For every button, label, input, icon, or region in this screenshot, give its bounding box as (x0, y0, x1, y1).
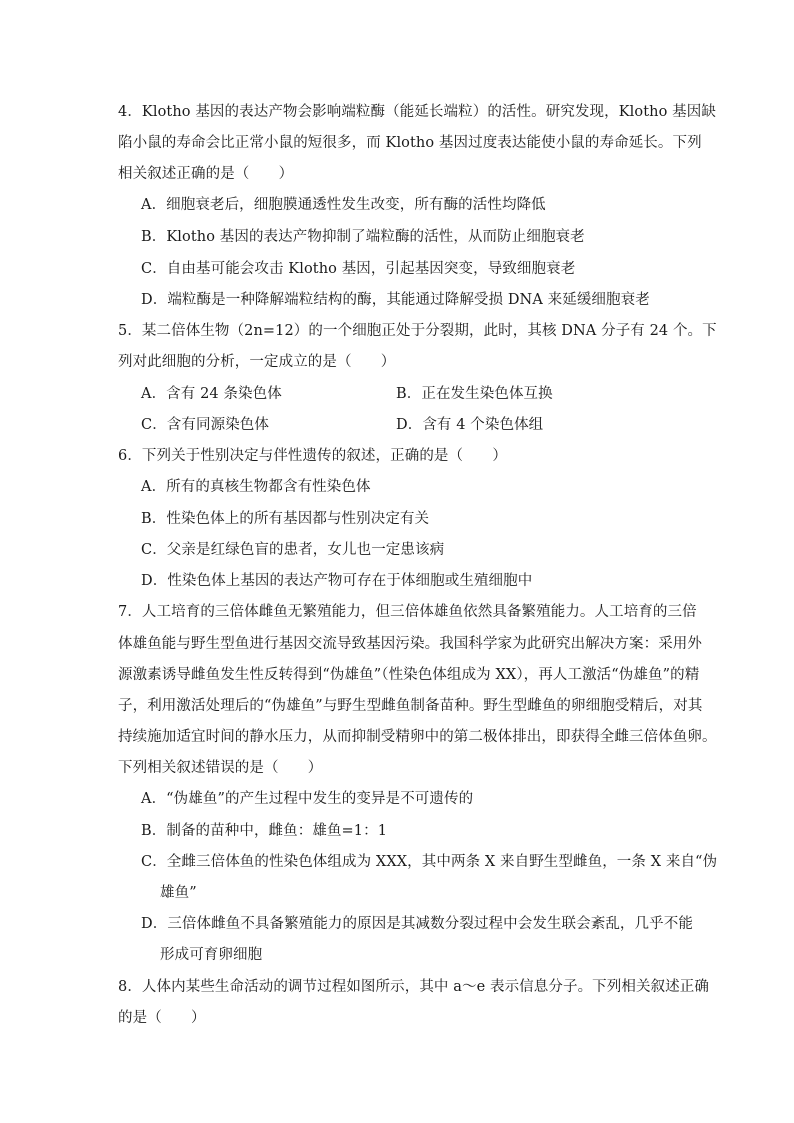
question-5-option-b: B．正在发生染色体互换 (396, 386, 553, 402)
question-6-option-d: D．性染色体上基因的表达产物可存在于体细胞或生殖细胞中 (141, 573, 533, 589)
question-7-option-a: A．“伪雄鱼”的产生过程中发生的变异是不可遗传的 (141, 791, 474, 807)
question-6-option-b: B．性染色体上的所有基因都与性别决定有关 (141, 511, 430, 527)
question-7-stem-line-2: 体雄鱼能与野生型鱼进行基因交流导致基因污染。我国科学家为此研究出解决方案：采用外 (118, 636, 702, 652)
question-7-option-b: B．制备的苗种中，雌鱼：雄鱼=1：1 (141, 823, 388, 839)
question-5-stem-line-1: 5．某二倍体生物（2n=12）的一个细胞正处于分裂期，此时，其核 DNA 分子有 24 个。下 (118, 323, 717, 339)
question-5-option-d: D．含有 4 个染色体组 (396, 417, 544, 433)
question-5-option-a: A．含有 24 条染色体 (141, 386, 282, 402)
question-7-option-c: C．全雌三倍体鱼的性染色体组成为 XXX，其中两条 X 来自野生型雌鱼，一条 X 来自“伪 (141, 854, 718, 870)
question-7-option-c-continued: 雄鱼” (160, 885, 197, 901)
question-5-option-c: C．含有同源染色体 (141, 417, 269, 433)
question-8-stem-line-1: 8．人体内某些生命活动的调节过程如图所示，其中 a～e 表示信息分子。下列相关叙述正确 (118, 979, 709, 995)
question-4-option-d: D．端粒酶是一种降解端粒结构的酶，其能通过降解受损 DNA 来延缓细胞衰老 (141, 292, 650, 308)
question-4-stem-line-2: 陷小鼠的寿命会比正常小鼠的短很多，而 Klotho 基因过度表达能使小鼠的寿命延长。下列 (118, 135, 702, 151)
question-4-option-b: B．Klotho 基因的表达产物抑制了端粒酶的活性，从而防止细胞衰老 (141, 229, 585, 245)
question-4-stem-line-1: 4．Klotho 基因的表达产物会影响端粒酶（能延长端粒）的活性。研究发现，Klotho 基因缺 (118, 104, 716, 120)
question-7-stem-line-4: 子，利用激活处理后的“伪雄鱼”与野生型雌鱼制备苗种。野生型雌鱼的卵细胞受精后，对其 (118, 698, 703, 714)
question-5-stem-line-2: 列对此细胞的分析，一定成立的是（ ） (118, 354, 396, 370)
question-7-stem-line-1: 7．人工培育的三倍体雌鱼无繁殖能力，但三倍体雄鱼依然具备繁殖能力。人工培育的三倍 (118, 604, 697, 620)
question-4-stem-line-3: 相关叙述正确的是（ ） (118, 166, 294, 182)
question-6-option-a: A．所有的真核生物都含有性染色体 (141, 479, 371, 495)
question-8-stem-line-2: 的是（ ） (118, 1010, 206, 1026)
question-7-option-d: D．三倍体雌鱼不具备繁殖能力的原因是其减数分裂过程中会发生联会紊乱，几乎不能 (141, 916, 693, 932)
question-6-option-c: C．父亲是红绿色盲的患者，女儿也一定患该病 (141, 542, 445, 558)
question-4-option-c: C．自由基可能会攻击 Klotho 基因，引起基因突变，导致细胞衰老 (141, 261, 576, 277)
question-7-stem-line-6: 下列相关叙述错误的是（ ） (118, 760, 323, 776)
question-7-option-d-continued: 形成可育卵细胞 (160, 947, 263, 963)
question-7-stem-line-5: 持续施加适宜时间的静水压力，从而抑制受精卵中的第二极体排出，即获得全雌三倍体鱼卵。 (118, 729, 717, 745)
question-7-stem-line-3: 源激素诱导雌鱼发生性反转得到“伪雄鱼”（性染色体组成为 XX），再人工激活“伪雄鱼”的精 (118, 667, 700, 683)
question-6-stem-line-1: 6．下列关于性别决定与伴性遗传的叙述，正确的是（ ） (118, 448, 507, 464)
question-4-option-a: A．细胞衰老后，细胞膜通透性发生改变，所有酶的活性均降低 (141, 197, 546, 213)
